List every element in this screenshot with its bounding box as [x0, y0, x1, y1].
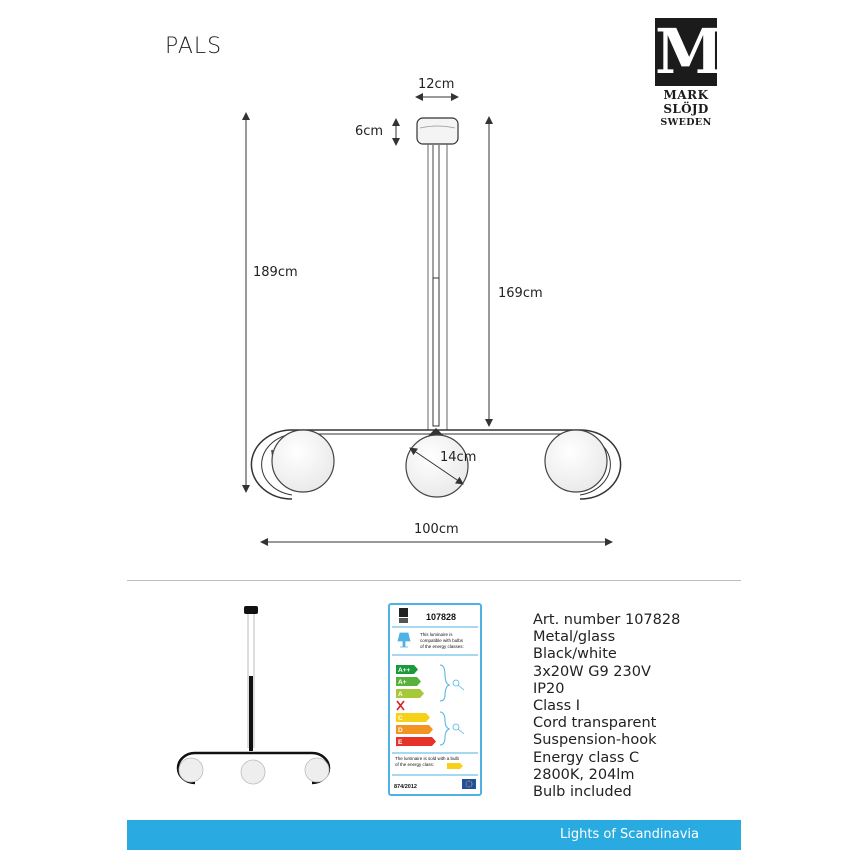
eu-flag-icon: [462, 779, 476, 789]
product-illustration: [140, 598, 370, 813]
glass-globe-left: [272, 430, 334, 492]
energy-compat-text-3: of the energy classes:: [420, 644, 464, 649]
dim-label-cord-length: 169cm: [498, 286, 543, 301]
illustration-canopy: [244, 606, 258, 614]
energy-compat-text-2: compatible with bulbs: [420, 638, 464, 643]
energy-label: [388, 603, 482, 796]
energy-label-logo: [399, 608, 408, 617]
energy-class-label-2: A: [398, 691, 403, 698]
spec-list: [533, 612, 680, 801]
spec-bulb: Bulb included: [533, 784, 632, 801]
spec-suspension: Suspension-hook: [533, 732, 657, 749]
spec-power: 3x20W G9 230V: [533, 663, 651, 680]
brand-line-mark: MARK: [663, 88, 709, 102]
energy-class-label-5: D: [398, 727, 403, 734]
energy-compat-text-1: This luminaire is: [420, 632, 453, 637]
spec-article-number: Art. number 107828: [533, 612, 681, 628]
spec-class: Class I: [533, 698, 581, 715]
spec-color: Black/white: [533, 646, 617, 663]
footer-text: Lights of Scandinavia: [560, 827, 699, 842]
energy-sold-text-2: of the energy class:: [395, 762, 435, 767]
spec-material: Metal/glass: [533, 629, 616, 646]
spec-ip-rating: IP20: [533, 680, 565, 697]
spec-light-output: 2800K, 204lm: [533, 766, 635, 783]
energy-class-label-4: C: [398, 715, 403, 722]
brand-line-slojd: SLÖJD: [663, 102, 709, 116]
energy-sold-text-1: The luminaire is sold with a bulb: [395, 756, 460, 761]
energy-label-article: 107828: [426, 612, 457, 622]
illustration-globe-right: [305, 758, 329, 782]
brand-line-sweden: SWEDEN: [660, 117, 712, 128]
footer-bar: [127, 820, 741, 850]
spec-energy-class: Energy class C: [533, 749, 640, 766]
dim-label-total-width: 100cm: [414, 522, 459, 537]
glass-globe-right: [545, 430, 607, 492]
brand-logo-letter: M: [655, 15, 724, 88]
lamp-icon: [398, 633, 410, 647]
suspension-rod: [433, 278, 439, 426]
dim-label-total-height: 189cm: [253, 265, 298, 280]
product-title: PALS: [165, 34, 223, 59]
energy-class-label-1: A+: [398, 679, 407, 686]
sold-class-arrow: [447, 763, 463, 769]
energy-class-label-6: E: [398, 739, 403, 746]
dim-label-canopy-width: 12cm: [418, 77, 455, 92]
section-divider: [127, 580, 741, 581]
canopy: [417, 118, 458, 144]
dim-label-globe-diameter: 14cm: [440, 450, 477, 465]
energy-class-label-0: A++: [398, 667, 411, 674]
illustration-globe-center: [241, 760, 265, 784]
energy-regulation: 874/2012: [394, 784, 417, 790]
illustration-rod: [249, 676, 253, 751]
dim-label-canopy-height: 6cm: [355, 124, 384, 139]
illustration-globe-left: [179, 758, 203, 782]
spec-cord: Cord transparent: [533, 715, 657, 732]
